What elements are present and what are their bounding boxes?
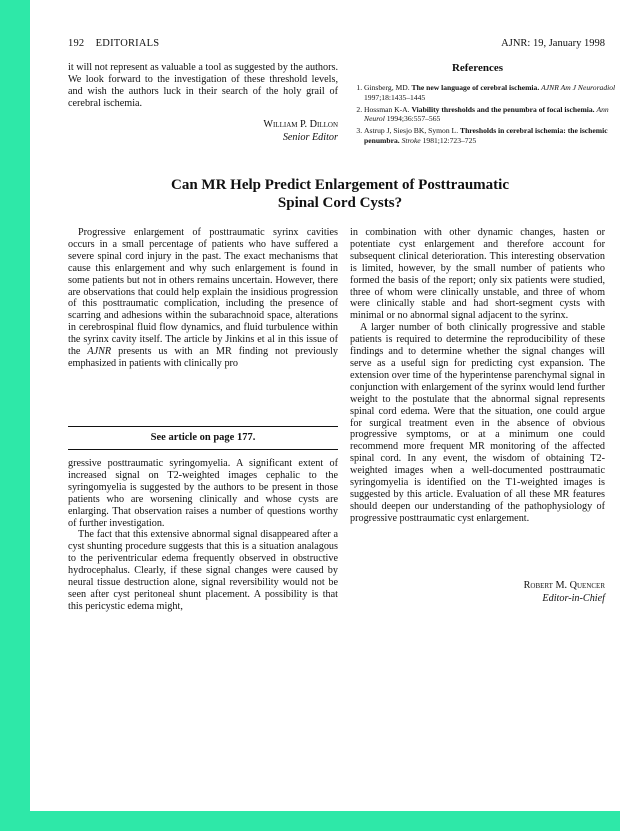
article-author-role: Editor-in-Chief bbox=[542, 593, 605, 604]
article-left-column-top bbox=[68, 227, 338, 370]
article-left-column-bottom bbox=[68, 458, 338, 613]
see-article-link[interactable]: See article on page 177. bbox=[68, 426, 338, 450]
reference-item: 3. Astrup J, Siesjo BK, Symon L. Thresholds in cerebral ischemia: the ischemic penumbra. Stroke 1981;12:723–725 bbox=[364, 126, 619, 146]
page-number: 192 bbox=[68, 38, 85, 49]
article-title: Can MR Help Predict Enlargement of Posttraumatic Spinal Cord Cysts? bbox=[171, 177, 509, 211]
previous-editorial-role: Senior Editor bbox=[282, 132, 338, 143]
references-heading: References bbox=[451, 62, 504, 74]
article-signature bbox=[350, 579, 605, 605]
reference-item: 2. Hossman K-A. Viability thresholds and the penumbra of focal ischemia. Ann Neurol 1994;36:557–565 bbox=[364, 105, 619, 125]
article-paragraph-2: The fact that this extensive abnormal signal disappeared after a cyst shunting procedure suggests that this is a situation analagous to the periventricular edema frequently observed in obstructive hydrocephalus. Clearly, if these signal changes were caused by neural tissue destruction alone, signal reversibility would not be seen after cyst peritoneal shunt placement. A possibility is that this pericystic edema might, bbox=[68, 529, 338, 612]
section-label: EDITORIALS bbox=[95, 38, 160, 49]
previous-editorial-paragraph: it will not represent as valuable a tool as suggested by the authors. We look forward to the investigation of these threshold levels, and wish the authors luck in their search of the holy grail of cerebral ischemia. bbox=[68, 62, 338, 109]
article-right-column bbox=[350, 227, 605, 525]
reference-item: 1. Ginsberg, MD. The new language of cerebral ischemia. AJNR Am J Neuroradiol 1997;18:1435–1445 bbox=[364, 83, 619, 103]
page-number-and-section bbox=[68, 38, 159, 49]
journal-page bbox=[30, 0, 620, 811]
article-paragraph-1: Progressive enlargement of posttraumatic syrinx cavities occurs in a small percentage of patients who have suffered a severe spinal cord injury in the past. The exact mechanisms that cause this enlargement and why such enlargement is found in some patients but not in others remains uncertain. However, there are observations that could help explain the insidious progression of this posttraumatic complication, including the presence of scarring and adhesions within the subarachnoid space, alterations in cerebrospinal fluid flow dynamics, and fluid turbulence within the syrinx cavity itself. The article by Jinkins et al in this issue of the AJNR presents us with an MR finding not previously emphasized in patients with clinically pro bbox=[68, 227, 338, 369]
article-paragraph-3: in combination with other dynamic changes, hasten or potentiate cyst enlargement and therefore account for subsequent clinical deterioration. This interesting observation is limited, however, by the small number of patients who formed the basis of the report; only six patients were studied, three of whom were clinically unstable, and three of whom were clinically stable and had short-segment cysts with minimal or no abnormal signal adjacent to the syrinx. bbox=[350, 227, 605, 322]
journal-citation: AJNR: 19, January 1998 bbox=[501, 38, 605, 49]
references-list bbox=[350, 83, 619, 148]
article-paragraph-4: A larger number of both clinically progressive and stable patients is required to determine the reproducibility of these findings and to determine whether the signal changes will serve as a useful sign for predicting cyst expansion. The extension over time of the hyperintense parenchymal signal in conjunction with enlargement of the syrinx would lend further weight to the postulate that the abnormal signal represents spinal cord edema. Were that the situation, one could argue for surgical treatment even in the absence of obvious progressive symptoms, or at a minimum one could recommend more frequent MR monitoring of the affected spinal cord. In any event, the wisdom of obtaining T2-weighted images when a well-documented posttraumatic syringomyelia is identified on the T1-weighted images is suggested by this article. Evaluation of all these MR features should deepen our understanding of the pathophysiology of progressive posttraumatic cyst enlargement. bbox=[350, 322, 605, 524]
article-paragraph-1-continued: gressive posttraumatic syringomyelia. A significant extent of increased signal on T2-weighted images cephalic to the syringomyelia is suggested by the authors to be present in those patients who are worsening clinically and whose cysts are enlarging. That observation raises a number of questions worthy of further investigation. bbox=[68, 458, 338, 529]
previous-editorial-author: William P. Dillon bbox=[263, 119, 338, 130]
article-author: Robert M. Quencer bbox=[523, 580, 605, 591]
previous-editorial-text bbox=[68, 62, 338, 110]
previous-editorial-signature bbox=[68, 118, 338, 144]
